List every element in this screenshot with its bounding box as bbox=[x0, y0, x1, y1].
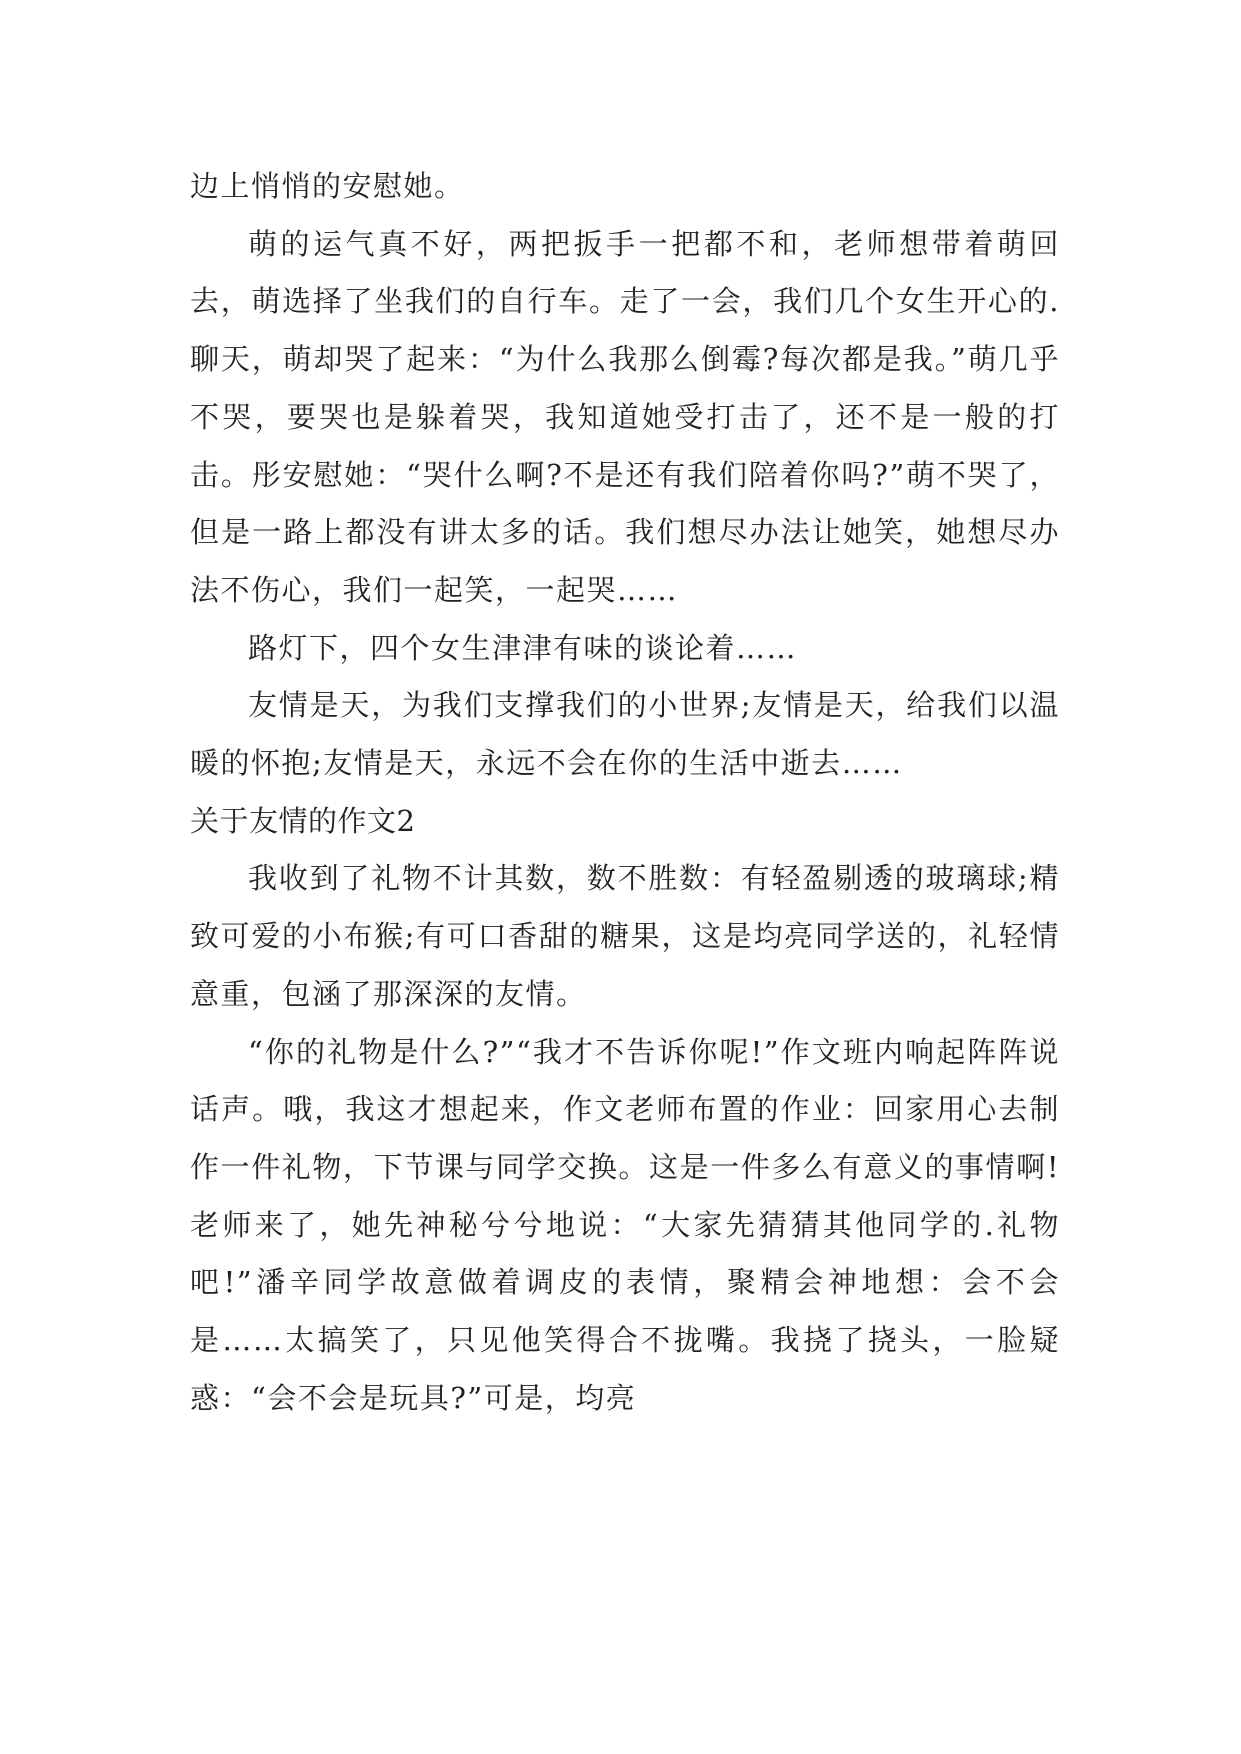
paragraph-continuation: 边上悄悄的安慰她。 bbox=[190, 169, 465, 203]
paragraph-streetlight: 路灯下，四个女生津津有味的谈论着…… bbox=[248, 630, 798, 665]
paragraph-class-exchange: “你的礼物是什么?”“我才不告诉你呢!”作文班内响起阵阵说话声。哦，我这才想起来，作文老师布置的作业：回家用心去制作一件礼物，下节课与同学交换。这是一件多么有意义的事情啊!老师来了，她先神秘兮兮地说：“大家先猜猜其他同学的.礼物吧!”潘辛同学故意做着调皮的表情，聚精会神地想：会不会是……太搞笑了，只见他笑得合不拢嘴。我挠了挠头，一脸疑惑：“会不会是玩具?”可是，均亮 bbox=[190, 1034, 1060, 1415]
paragraph-friendship-sky: 友情是天，为我们支撑我们的小世界;友情是天，给我们以温暖的怀抱;友情是天，永远不会在你的生活中逝去…… bbox=[190, 688, 1060, 781]
paragraph-gifts: 我收到了礼物不计其数，数不胜数：有轻盈剔透的玻璃球;精致可爱的小布猴;有可口香甜的糖果，这是均亮同学送的，礼轻情意重，包涵了那深深的友情。 bbox=[190, 861, 1060, 1011]
document-page bbox=[190, 158, 1060, 1427]
paragraph-meng-bad-luck: 萌的运气真不好，两把扳手一把都不和，老师想带着萌回去，萌选择了坐我们的自行车。走了一会，我们几个女生开心的.聊天，萌却哭了起来：“为什么我那么倒霉?每次都是我。”萌几乎不哭，要哭也是躲着哭，我知道她受打击了，还不是一般的打击。彤安慰她：“哭什么啊?不是还有我们陪着你吗?”萌不哭了，但是一路上都没有讲太多的话。我们想尽办法让她笑，她想尽办法不伤心，我们一起笑，一起哭…… bbox=[190, 226, 1060, 607]
section-heading: 关于友情的作文2 bbox=[190, 803, 416, 838]
